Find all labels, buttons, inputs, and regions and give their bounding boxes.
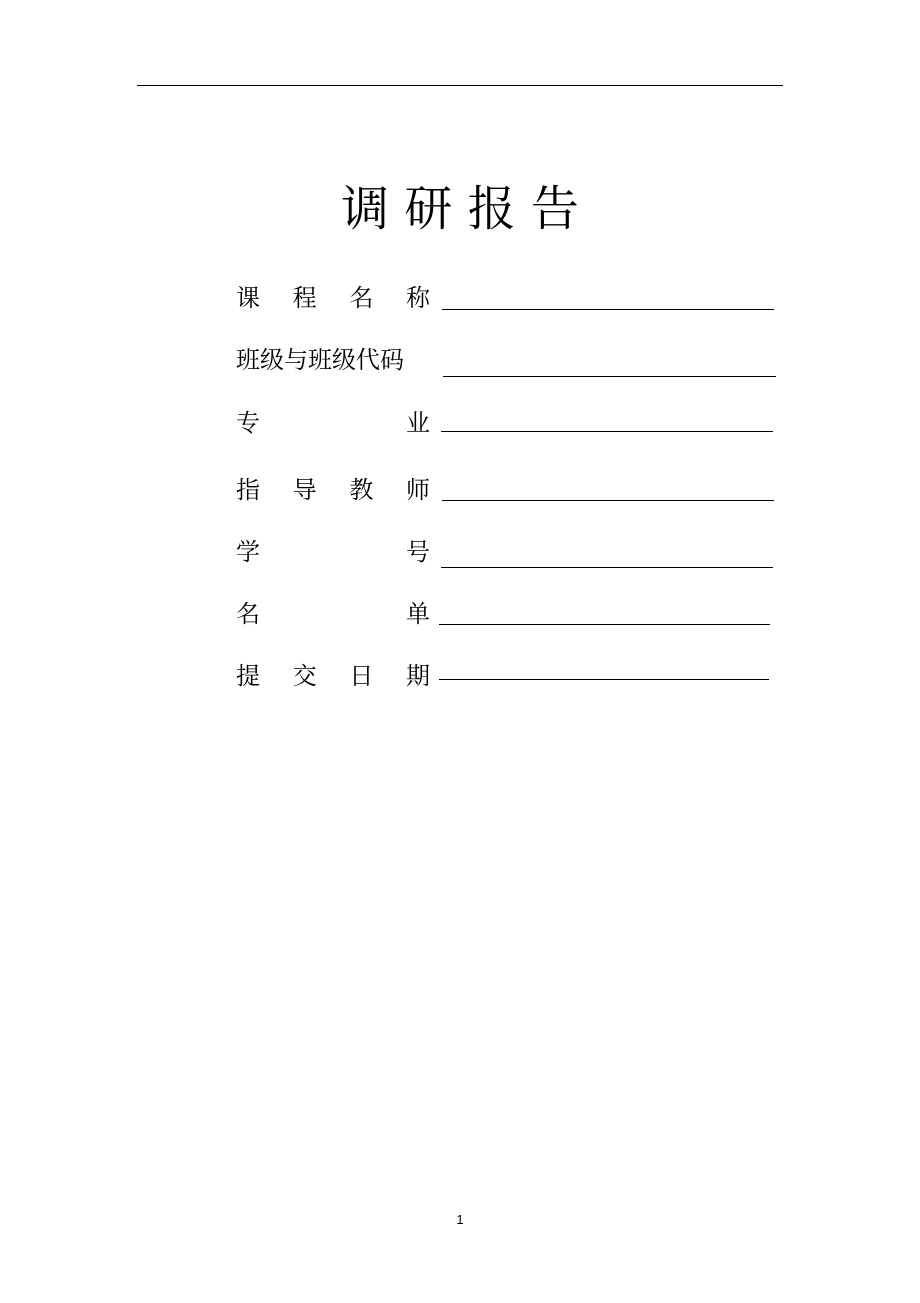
field-label-class-code: 班级与班级代码 xyxy=(236,346,404,374)
label-char: 课 xyxy=(236,284,260,312)
label-char: 业 xyxy=(406,409,430,437)
field-line-course-name[interactable] xyxy=(442,309,774,310)
field-line-major[interactable] xyxy=(441,431,773,432)
field-label-course-name xyxy=(236,282,430,314)
label-char: 专 xyxy=(236,409,260,437)
label-char: 提 xyxy=(236,662,260,690)
document-title: 调 研 报 告 xyxy=(341,181,579,237)
label-char: 导 xyxy=(292,476,317,504)
page-number: 1 xyxy=(456,1212,464,1227)
label-char: 程 xyxy=(292,284,317,312)
label-char: 教 xyxy=(349,476,374,504)
field-line-submit-date[interactable] xyxy=(439,679,769,680)
label-char: 学 xyxy=(236,538,260,566)
label-char: 号 xyxy=(406,538,430,566)
label-char: 名 xyxy=(236,600,260,628)
field-line-advisor[interactable] xyxy=(442,500,774,501)
label-char: 师 xyxy=(405,476,430,504)
field-label-advisor xyxy=(236,474,430,506)
label-char: 期 xyxy=(405,662,430,690)
header-rule xyxy=(137,85,783,86)
field-label-student-id xyxy=(236,536,430,568)
field-line-student-id[interactable] xyxy=(441,567,773,568)
field-line-class-code[interactable] xyxy=(443,376,776,377)
field-label-major xyxy=(236,407,430,439)
label-char: 称 xyxy=(405,284,430,312)
field-line-roster[interactable] xyxy=(439,624,770,625)
field-label-roster xyxy=(236,598,430,630)
label-char: 日 xyxy=(349,662,374,690)
label-char: 指 xyxy=(236,476,260,504)
label-char: 单 xyxy=(406,600,430,628)
label-char: 交 xyxy=(292,662,317,690)
label-char: 名 xyxy=(349,284,374,312)
field-label-submit-date xyxy=(236,660,430,692)
